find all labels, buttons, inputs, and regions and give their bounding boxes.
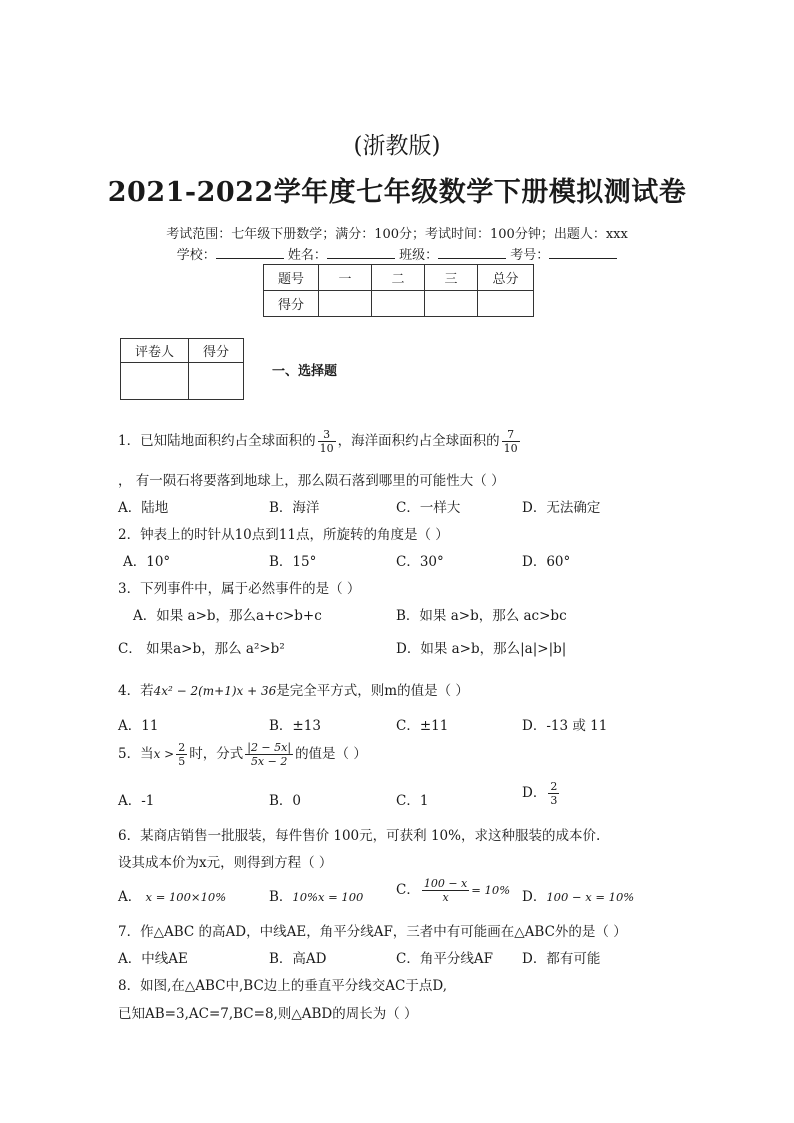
fraction-numerator: 2 [550, 780, 558, 793]
question-2-stem: 2．钟表上的时针从10点到11点，所旋转的角度是（ ） [118, 527, 449, 543]
fraction-numerator: 100 − x [423, 877, 468, 890]
grader-table [120, 338, 244, 400]
fraction-numerator: 7 [502, 428, 520, 442]
edition-label: (浙教版) [353, 133, 441, 159]
option-c[interactable]: C．1 [396, 793, 429, 809]
option-d[interactable]: D．都有可能 [522, 951, 601, 967]
option-d[interactable]: D．60° [522, 554, 571, 570]
exam-number-blank[interactable] [549, 246, 617, 259]
question-text: ，海洋面积约占全球面积的 [337, 433, 500, 449]
question-text: 5．当 [118, 746, 154, 762]
option-b[interactable]: B．高AD [269, 951, 327, 967]
option-d[interactable]: D．无法确定 [522, 500, 601, 516]
score-cell[interactable] [372, 291, 425, 317]
question-4-stem [118, 679, 469, 699]
option-d[interactable]: D．如果 a>b，那么|a|>|b| [396, 641, 567, 657]
option-b[interactable]: B．15° [269, 554, 317, 570]
score-header-cell: 一 [319, 265, 372, 291]
question-text: 1．已知陆地面积约占全球面积的 [118, 433, 316, 449]
student-info-line [0, 244, 794, 263]
exam-info: 考试范围：七年级下册数学；满分：100分；考试时间：100分钟；出题人：xxx [166, 227, 628, 242]
option-c[interactable]: C．30° [396, 554, 444, 570]
score-cell[interactable] [425, 291, 478, 317]
section-title: 一、选择题 [272, 364, 338, 379]
score-header-cell: 题号 [264, 265, 319, 291]
option-c[interactable]: C．±11 [396, 718, 449, 734]
option-c[interactable]: C．角平分线AF [396, 951, 493, 967]
option-label: D． [522, 889, 547, 905]
score-header-cell: 二 [372, 265, 425, 291]
fraction [548, 780, 559, 807]
question-6-line1: 6．某商店销售一批服装，每件售价 100元，可获利 10%，求这种服装的成本价. [118, 828, 601, 844]
class-blank[interactable] [438, 246, 506, 259]
option-a[interactable]: A．陆地 [118, 500, 169, 516]
fraction [318, 428, 336, 455]
score-cell[interactable] [319, 291, 372, 317]
score-table [263, 264, 534, 317]
name-blank[interactable] [327, 246, 395, 259]
option-c[interactable]: C．一样大 [396, 500, 461, 516]
fraction-denominator: 3 [550, 794, 558, 807]
option-d[interactable] [522, 885, 634, 905]
option-label: B． [269, 889, 293, 905]
question-text: 时，分式 [189, 746, 244, 762]
fraction-denominator: 5 [178, 755, 186, 768]
option-b[interactable]: B．±13 [269, 718, 321, 734]
fraction-denominator: 5x − 2 [250, 755, 288, 768]
exam-number-label: 考号： [510, 248, 550, 263]
option-a[interactable] [118, 885, 226, 905]
fraction [176, 741, 187, 768]
grader-header-cell: 得分 [189, 339, 244, 363]
school-blank[interactable] [216, 246, 284, 259]
option-label: C． [396, 882, 420, 898]
equation: = 10% [471, 883, 511, 897]
class-label: 班级： [399, 248, 439, 263]
question-text: 的值是（ ） [295, 746, 367, 762]
fraction-numerator: |2 − 5x| [247, 741, 292, 754]
fraction [245, 741, 293, 768]
question-8-line2: 已知AB=3,AC=7,BC=8,则△ABD的周长为（ ） [118, 1006, 418, 1022]
fraction-numerator: 3 [318, 428, 336, 442]
option-d[interactable] [522, 780, 561, 807]
score-header-cell: 三 [425, 265, 478, 291]
option-a[interactable]: A．11 [118, 718, 159, 734]
question-1-stem [118, 428, 522, 455]
option-d[interactable]: D．-13 或 11 [522, 718, 608, 734]
fraction-denominator: x [442, 891, 449, 904]
school-label: 学校： [176, 248, 216, 263]
condition-expression: x > [153, 747, 175, 761]
option-b[interactable] [269, 885, 363, 905]
question-3-stem: 3．下列事件中，属于必然事件的是（ ） [118, 581, 361, 597]
option-label: A． [118, 889, 142, 905]
question-8-line1: 8．如图,在△ABC中,BC边上的垂直平分线交AC于点D, [118, 978, 448, 994]
question-text: 是完全平方式，则m的值是（ ） [276, 683, 469, 699]
question-6-line2: 设其成本价为x元，则得到方程（ ） [118, 855, 333, 871]
option-c[interactable] [396, 877, 510, 904]
equation: 10%x = 100 [292, 890, 364, 904]
page-title: 2021-2022学年度七年级数学下册模拟测试卷 [107, 177, 687, 208]
fraction-denominator: 10 [319, 442, 334, 455]
option-b[interactable]: B．如果 a>b，那么 ac>bc [396, 608, 567, 624]
option-b[interactable]: B．0 [269, 793, 302, 809]
equation: 100 − x = 10% [546, 890, 635, 904]
equation: x = 100×10% [145, 890, 227, 904]
grader-cell[interactable] [121, 363, 189, 400]
score-header-cell: 总分 [478, 265, 534, 291]
polynomial-expression: 4x² − 2(m+1)x + 36 [153, 684, 277, 698]
option-label: D． [522, 785, 547, 801]
option-a[interactable]: A．10° [123, 554, 171, 570]
grader-score-cell[interactable] [189, 363, 244, 400]
question-text: 4．若 [118, 683, 154, 699]
option-a[interactable]: A．如果 a>b，那么a+c>b+c [133, 608, 322, 624]
question-1-line2: ， 有一陨石将要落到地球上，那么陨石落到哪里的可能性大（ ） [118, 473, 505, 489]
name-label: 姓名： [287, 248, 327, 263]
score-row-label: 得分 [264, 291, 319, 317]
score-cell[interactable] [478, 291, 534, 317]
question-7-stem: 7．作△ABC 的高AD，中线AE，角平分线AF，三者中有可能画在△ABC外的是（ ） [118, 924, 627, 940]
question-5-stem [118, 741, 367, 768]
option-a[interactable]: A．-1 [118, 793, 155, 809]
option-a[interactable]: A．中线AE [118, 951, 188, 967]
fraction [502, 428, 520, 455]
option-b[interactable]: B．海洋 [269, 500, 320, 516]
fraction [422, 877, 469, 904]
fraction-numerator: 2 [178, 741, 186, 754]
grader-header-cell: 评卷人 [121, 339, 189, 363]
fraction-denominator: 10 [503, 442, 518, 455]
option-c[interactable]: C． 如果a>b，那么 a²>b² [118, 641, 285, 657]
